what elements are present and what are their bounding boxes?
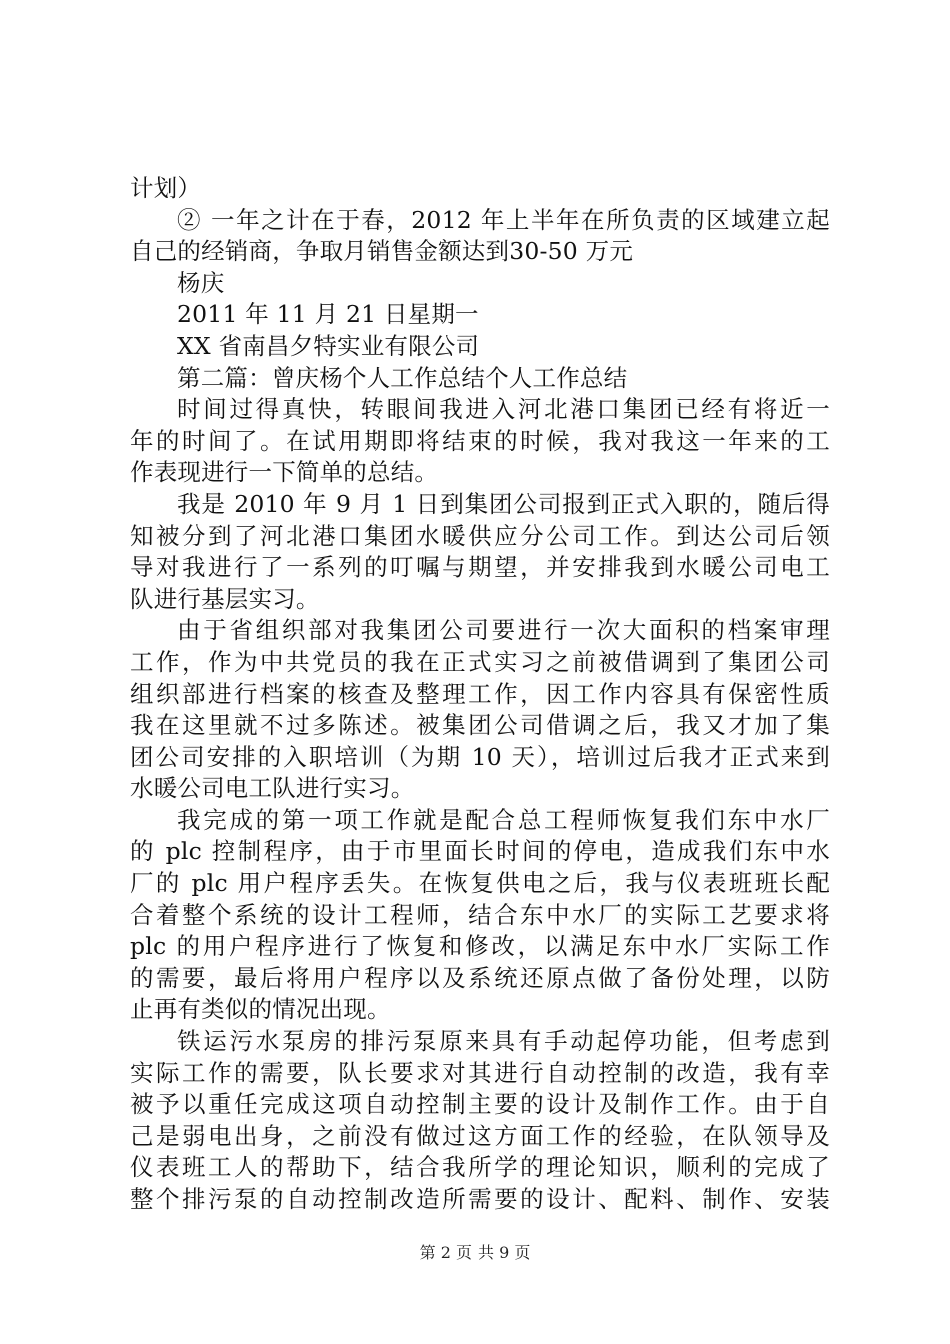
text-line: 由于省组织部对我集团公司要进行一次大面积的档案审理 (177, 616, 830, 645)
text-line: 仪表班工人的帮助下，结合我所学的理论知识，顺利的完成了 (130, 1153, 830, 1182)
text-line: 杨庆 (177, 268, 225, 297)
text-line: 止再有类似的情况出现。 (130, 995, 391, 1024)
text-line: 队进行基层实习。 (130, 584, 320, 613)
text-line: 己是弱电出身，之前没有做过这方面工作的经验，在队领导及 (130, 1121, 830, 1150)
text-line: 作表现进行一下简单的总结。 (130, 458, 439, 487)
text-line: 水暖公司电工队进行实习。 (130, 774, 415, 803)
text-line: 我是 2010 年 9 月 1 日到集团公司报到正式入职的，随后得 (177, 489, 830, 518)
text-line: 的 plc 控制程序，由于市里面长时间的停电，造成我们东中水 (130, 837, 830, 866)
text-line: 实际工作的需要，队长要求对其进行自动控制的改造，我有幸 (130, 1058, 830, 1087)
text-line: 2011 年 11 月 21 日星期一 (177, 300, 479, 329)
text-line: 合着整个系统的设计工程师，结合东中水厂的实际工艺要求将 (130, 900, 830, 929)
text-line: 第二篇：曾庆杨个人工作总结个人工作总结 (177, 363, 628, 392)
text-line: 铁运污水泵房的排污泵原来具有手动起停功能，但考虑到 (177, 1027, 830, 1056)
text-line: 组织部进行档案的核查及整理工作，因工作内容具有保密性质 (130, 679, 830, 708)
text-line: ② 一年之计在于春，2012 年上半年在所负责的区域建立起 (177, 205, 830, 234)
text-line: XX 省南昌夕特实业有限公司 (177, 331, 480, 360)
text-line: 工作，作为中共党员的我在正式实习之前被借调到了集团公司 (130, 647, 830, 676)
text-line: 我在这里就不过多陈述。被集团公司借调之后，我又才加了集 (130, 711, 830, 740)
text-line: 我完成的第一项工作就是配合总工程师恢复我们东中水厂 (177, 805, 830, 834)
text-line: 自己的经销商，争取月销售金额达到30-50 万元 (130, 237, 634, 266)
page-footer (0, 1243, 950, 1263)
text-line: 知被分到了河北港口集团水暖供应分公司工作。到达公司后领 (130, 521, 830, 550)
text-line: 的需要，最后将用户程序以及系统还原点做了备份处理，以防 (130, 963, 830, 992)
text-line: 厂的 plc 用户程序丢失。在恢复供电之后，我与仪表班班长配 (130, 869, 830, 898)
page-total: 共 9 页 (478, 1243, 531, 1262)
text-line: 计划） (130, 174, 202, 202)
text-line: 年的时间了。在试用期即将结束的时候，我对我这一年来的工 (130, 426, 830, 455)
text-line: 团公司安排的入职培训（为期 10 天），培训过后我才正式来到 (130, 742, 830, 771)
document-body (130, 173, 830, 1216)
text-line: 导对我进行了一系列的叮嘱与期望，并安排我到水暖公司电工 (130, 553, 830, 582)
text-line: 时间过得真快，转眼间我进入河北港口集团已经有将近一 (177, 395, 830, 424)
page-number: 第 2 页 (419, 1243, 472, 1262)
text-line: plc 的用户程序进行了恢复和修改，以满足东中水厂实际工作 (130, 932, 830, 961)
text-line: 被予以重任完成这项自动控制主要的设计及制作工作。由于自 (130, 1090, 830, 1119)
text-line: 整个排污泵的自动控制改造所需要的设计、配料、制作、安装 (130, 1185, 830, 1213)
